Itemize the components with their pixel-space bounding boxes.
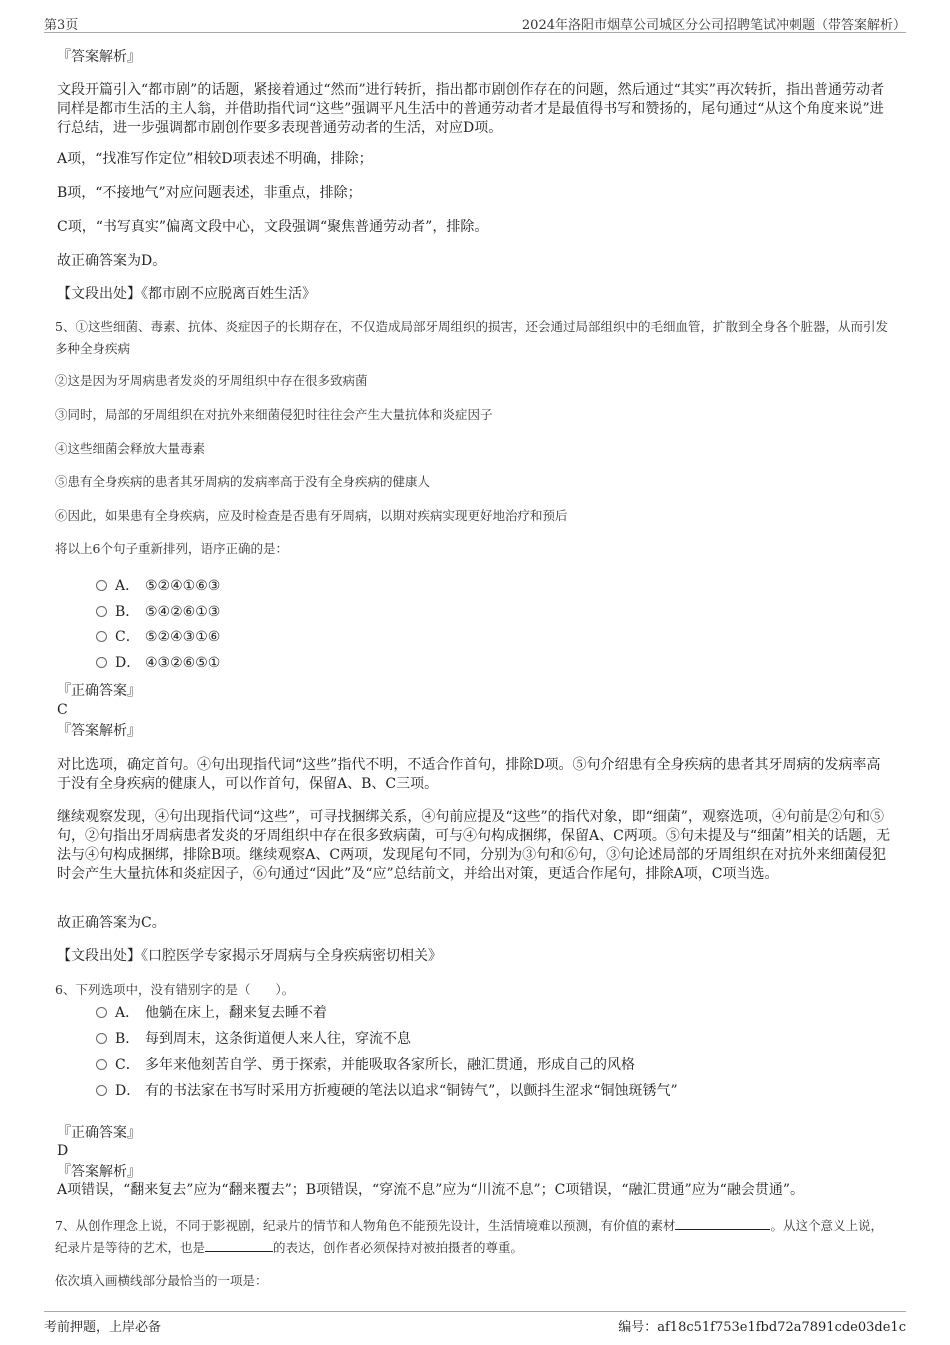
q5-analysis-label: 『答案解析』	[57, 723, 141, 739]
fill-blank-1[interactable]	[675, 1217, 770, 1230]
document-title: 2024年洛阳市烟草公司城区分公司招聘笔试冲刺题（带答案解析）	[521, 18, 906, 33]
q5-stem-5: ⑤患有全身疾病的患者其牙周病的发病率高于没有全身疾病的健康人	[55, 474, 431, 489]
q4-analysis-label: 『答案解析』	[57, 49, 141, 65]
q6-answer: D	[57, 1143, 69, 1159]
radio-icon[interactable]	[96, 606, 107, 617]
page-header	[44, 12, 906, 33]
q5-prompt: 将以上6个句子重新排列，语序正确的是：	[55, 541, 288, 556]
q6-analysis: A项错误，“翻来复去”应为“翻来覆去”；B项错误，“穿流不息”应为“川流不息”；C项错误，“融汇贯通”应为“融会贯通”。	[57, 1182, 804, 1198]
radio-icon[interactable]	[96, 657, 107, 668]
radio-icon[interactable]	[96, 1085, 107, 1096]
q7-stem: 7、从创作理念上说，不同于影视剧，纪录片的情节和人物角色不能预先设计，生活情境难以预测，有价值的素材 。从这个意义上说，纪录片是等待的艺术，也是 的表达，创作者必须保持对被拍摄者的尊重。	[55, 1218, 883, 1255]
radio-icon[interactable]	[96, 1059, 107, 1070]
q5-option-c[interactable]: C． ⑤②④③①⑥	[96, 626, 220, 648]
radio-icon[interactable]	[96, 580, 107, 591]
q5-analysis-para3: 故正确答案为C。	[57, 915, 166, 931]
q5-stem-2: ②这是因为牙周病患者发炎的牙周组织中存在很多致病菌	[55, 373, 368, 388]
q6-analysis-label: 『答案解析』	[57, 1164, 141, 1180]
q4-source: 【文段出处】《都市剧不应脱离百姓生活》	[57, 286, 316, 302]
q5-stem-6: ⑥因此，如果患有全身疾病，应及时检查是否患有牙周病，以期对疾病实现更好地治疗和预后	[55, 508, 568, 523]
fill-blank-2[interactable]	[205, 1239, 273, 1252]
q4-analysis-para3: B项，“不接地气”对应问题表述，非重点，排除；	[57, 185, 362, 201]
page-footer	[44, 1311, 906, 1336]
q4-analysis-para5: 故正确答案为D。	[57, 253, 167, 269]
q6-option-a[interactable]: A． 他躺在床上，翻来复去睡不着	[96, 1002, 327, 1024]
radio-icon[interactable]	[96, 1033, 107, 1044]
q5-answer-label: 『正确答案』	[57, 683, 141, 699]
q6-option-b[interactable]: B． 每到周末，这条街道便人来人往，穿流不息	[96, 1028, 411, 1050]
footer-slogan: 考前押题，上岸必备	[44, 1320, 162, 1335]
q5-stem-1: 5、①这些细菌、毒素、抗体、炎症因子的长期存在，不仅造成局部牙周组织的损害，还会通过局部组织中的毛细血管，扩散到全身各个脏器，从而引发多种全身疾病	[55, 319, 888, 356]
page-number: 第3页	[44, 18, 79, 33]
q4-analysis-para2: A项，“找准写作定位”相较D项表述不明确，排除；	[57, 151, 373, 167]
q5-stem-3: ③同时，局部的牙周组织在对抗外来细菌侵犯时往往会产生大量抗体和炎症因子	[55, 407, 493, 422]
document-id: 编号：af18c51f753e1fbd72a7891cde03de1c	[618, 1320, 906, 1335]
q5-option-d[interactable]: D． ④③②⑥⑤①	[96, 652, 220, 674]
q6-option-c[interactable]: C． 多年来他刻苦自学、勇于探索，并能吸取各家所长，融汇贯通，形成自己的风格	[96, 1054, 635, 1076]
q5-option-a[interactable]: A． ⑤②④①⑥③	[96, 575, 220, 597]
q4-analysis-para4: C项，“书写真实”偏离文段中心，文段强调“聚焦普通劳动者”，排除。	[57, 219, 489, 235]
q5-answer: C	[57, 702, 68, 718]
q5-analysis-para1: 对比选项，确定首句。④句出现指代词“这些”指代不明，不适合作首句，排除D项。⑤句介绍患有全身疾病的患者其牙周病的发病率高于没有全身疾病的健康人，可以作首句，保留A、B、C三项。	[57, 757, 881, 792]
q5-option-b[interactable]: B． ⑤④②⑥①③	[96, 601, 220, 623]
q5-stem-4: ④这些细菌会释放大量毒素	[55, 441, 206, 456]
q5-source: 【文段出处】《口腔医学专家揭示牙周病与全身疾病密切相关》	[57, 948, 442, 964]
q6-stem: 6、下列选项中，没有错别字的是（ ）。	[55, 982, 295, 997]
radio-icon[interactable]	[96, 631, 107, 642]
q4-analysis-para1: 文段开篇引入“都市剧”的话题，紧接着通过“然而”进行转折，指出都市剧创作存在的问题，然后通过“其实”再次转折，指出普通劳动者同样是都市生活的主人翁，并借助指代词“这些”强调平凡生活中的普通劳动者才是最值得书写和赞扬的，尾句通过“从这个角度来说”进行总结，进一步强调都市剧创作要多表现普通劳动者的生活，对应D项。	[57, 82, 884, 136]
radio-icon[interactable]	[96, 1007, 107, 1018]
q5-analysis-para2: 继续观察发现，④句出现指代词“这些”，可寻找捆绑关系，④句前应提及“这些”的指代对象，即“细菌”，观察选项，④句前是②句和⑤句，②句指出牙周病患者发炎的牙周组织中存在很多致病菌，可与④句构成捆绑，保留A、C两项。⑤句未提及与“细菌”相关的话题，无法与④句构成捆绑，排除B项。继续观察A、C两项，发现尾句不同，分别为③句和⑥句，③句论述局部的牙周组织在对抗外来细菌侵犯时会产生大量抗体和炎症因子，⑥句通过“因此”及“应”总结前文，并给出对策，更适合作尾句，排除A项，C项当选。	[57, 809, 891, 882]
q6-answer-label: 『正确答案』	[57, 1125, 141, 1141]
q7-prompt: 依次填入画横线部分最恰当的一项是：	[55, 1273, 268, 1288]
q6-option-d[interactable]: D． 有的书法家在书写时采用方折瘦硬的笔法以追求“铜铸气”，以颤抖生涩求“铜蚀斑锈气”	[96, 1080, 678, 1102]
